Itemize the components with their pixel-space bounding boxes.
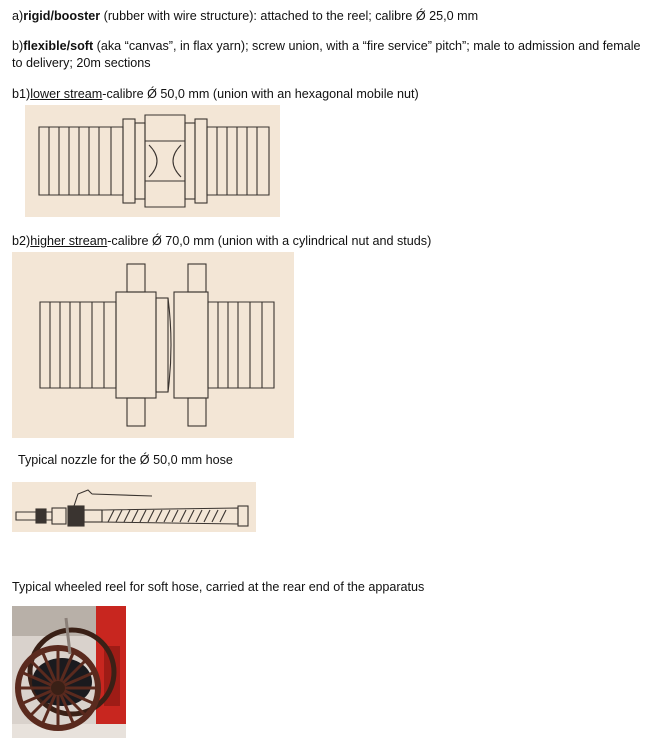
item-b1-lower-stream (12, 86, 419, 103)
item-b2-underlined-term: higher stream (30, 234, 108, 248)
item-a-rigid-booster (12, 8, 478, 25)
item-b1-underlined-term: lower stream (30, 87, 103, 101)
cylindrical-nut-union-drawing (12, 252, 294, 438)
hexagonal-nut-union-drawing (25, 105, 280, 217)
item-b-prefix: b) (12, 39, 24, 53)
wheeled-reel-photo (12, 606, 126, 738)
item-a-prefix: a) (12, 9, 24, 23)
item-a-description: (rubber with wire structure): attached to the reel; calibre Ǿ 25,0 mm (100, 9, 479, 23)
item-b1-prefix: b1) (12, 87, 31, 101)
nozzle-drawing (12, 482, 256, 532)
item-a-bold-term: rigid/booster (23, 9, 101, 23)
item-b2-prefix: b2) (12, 234, 31, 248)
item-b-description: (aka “canvas”, in flax yarn); screw union, with a “fire service” pitch”; male to admission and female to delivery; 20m sections (12, 39, 641, 70)
item-b1-description: -calibre Ǿ 50,0 mm (union with an hexagonal mobile nut) (102, 87, 419, 101)
reel-caption: Typical wheeled reel for soft hose, carried at the rear end of the apparatus (12, 580, 425, 594)
item-b2-description: -calibre Ǿ 70,0 mm (union with a cylindrical nut and studs) (107, 234, 432, 248)
item-b2-higher-stream (12, 233, 431, 250)
item-b-bold-term: flexible/soft (23, 39, 94, 53)
nozzle-caption: Typical nozzle for the Ǿ 50,0 mm hose (18, 453, 233, 467)
item-b-flexible-soft (12, 38, 642, 72)
